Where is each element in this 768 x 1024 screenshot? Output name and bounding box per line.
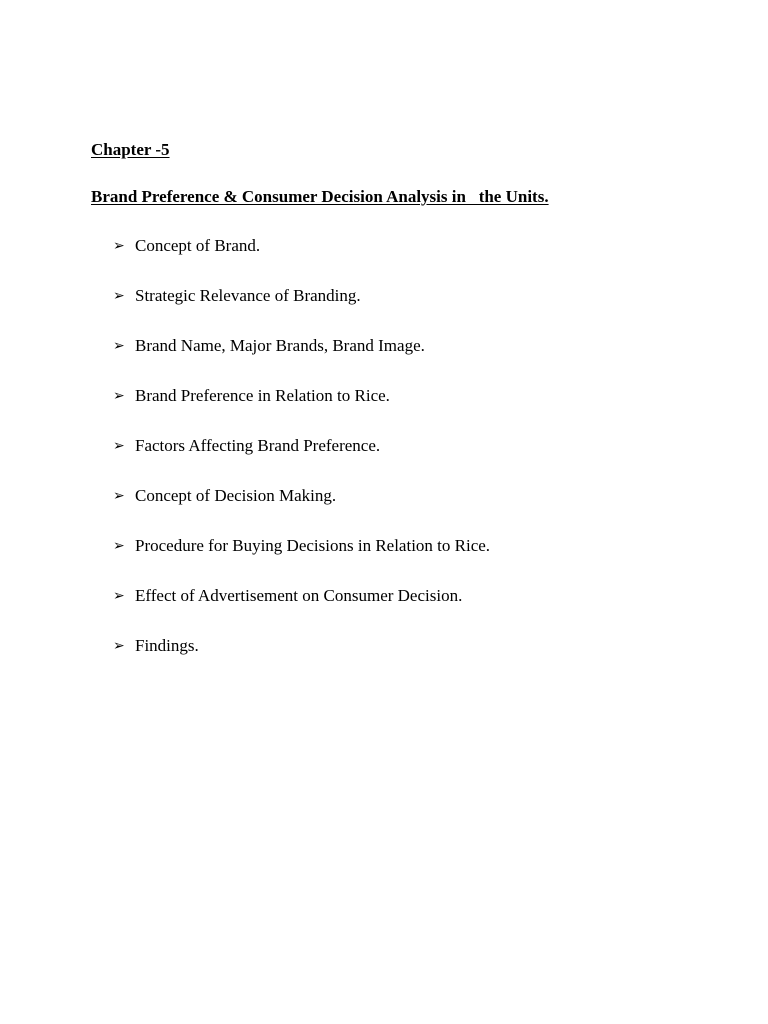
list-item xyxy=(113,236,490,286)
chapter-heading: Chapter -5 xyxy=(91,140,170,159)
arrowhead-bullet-icon: ➢ xyxy=(113,288,125,304)
topic-text: Concept of Decision Making. xyxy=(135,486,337,505)
arrowhead-bullet-icon: ➢ xyxy=(113,388,125,404)
topic-text: Brand Preference in Relation to Rice. xyxy=(135,386,390,405)
arrowhead-bullet-icon: ➢ xyxy=(113,538,125,554)
topic-text: Strategic Relevance of Branding. xyxy=(135,286,361,305)
list-item xyxy=(113,536,490,586)
topic-text: Procedure for Buying Decisions in Relation to Rice. xyxy=(135,536,491,555)
chapter-subtitle: Brand Preference & Consumer Decision Analysis in the Units. xyxy=(91,187,549,206)
list-item xyxy=(113,386,490,436)
arrowhead-bullet-icon: ➢ xyxy=(113,588,125,604)
arrowhead-bullet-icon: ➢ xyxy=(113,638,125,654)
list-item xyxy=(113,586,490,636)
arrowhead-bullet-icon: ➢ xyxy=(113,438,125,454)
topic-text: Brand Name, Major Brands, Brand Image. xyxy=(135,336,425,355)
list-item xyxy=(113,636,490,686)
list-item xyxy=(113,336,490,386)
list-item xyxy=(113,486,490,536)
topic-list xyxy=(113,236,490,686)
arrowhead-bullet-icon: ➢ xyxy=(113,238,125,254)
topic-text: Findings. xyxy=(135,636,199,655)
topic-text: Factors Affecting Brand Preference. xyxy=(135,436,381,455)
arrowhead-bullet-icon: ➢ xyxy=(113,488,125,504)
list-item xyxy=(113,286,490,336)
topic-text: Effect of Advertisement on Consumer Decision. xyxy=(135,586,463,605)
topic-text: Concept of Brand. xyxy=(135,236,261,255)
list-item xyxy=(113,436,490,486)
arrowhead-bullet-icon: ➢ xyxy=(113,338,125,354)
